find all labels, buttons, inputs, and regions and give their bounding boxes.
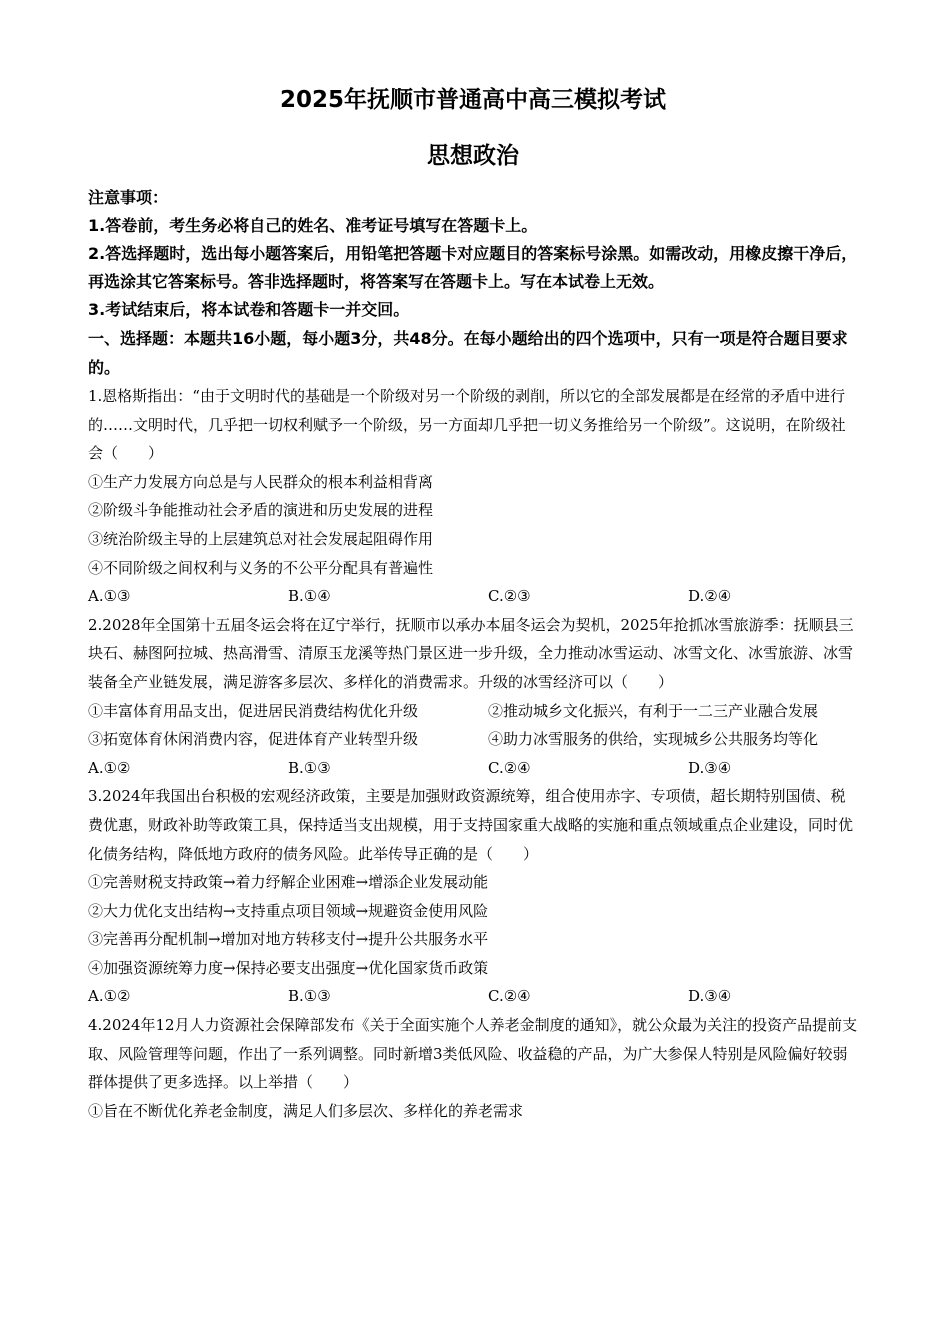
choice-b: B.①④ — [288, 587, 331, 606]
choice-a: A.①② — [88, 758, 131, 777]
choice-a: A.①② — [88, 987, 131, 1006]
answer-choices — [88, 982, 858, 1011]
question-stem: 1.恩格斯指出：“由于文明时代的基础是一个阶级对另一个阶级的剥削，所以它的全部发展都是在经常的矛盾中进行的……文明时代，几乎把一切权利赋予一个阶级，另一方面却几乎把一切义务推给另一个阶级”。这说明，在阶级社会（ ） — [88, 387, 846, 463]
statement: ③统治阶级主导的上层建筑总对社会发展起阻碍作用 — [88, 529, 434, 548]
notice-item-3: 3.考试结束后，将本试卷和答题卡一并交回。 — [88, 300, 410, 319]
choice-b: B.①③ — [288, 758, 331, 777]
statement: ④不同阶级之间权利与义务的不公平分配具有普遍性 — [88, 558, 434, 577]
statement: ④加强资源统筹力度→保持必要支出强度→优化国家货币政策 — [88, 958, 489, 977]
question-1 — [88, 382, 858, 611]
statement: ③完善再分配机制→增加对地方转移支付→提升公共服务水平 — [88, 930, 489, 949]
notice-block — [88, 184, 858, 324]
choice-a: A.①③ — [88, 587, 131, 606]
statement: ③拓宽体育休闲消费内容，促进体育产业转型升级 — [88, 730, 419, 749]
question-2 — [88, 611, 858, 783]
answer-choices — [88, 754, 858, 783]
statement: ②大力优化支出结构→支持重点项目领域→规避资金使用风险 — [88, 901, 489, 920]
notice-item-2: 2.答选择题时，选出每小题答案后，用铅笔把答题卡对应题目的答案标号涂黑。如需改动，用橡皮擦干净后，再选涂其它答案标号。答非选择题时，将答案写在答题卡上。写在本试卷上无效。 — [88, 244, 858, 291]
subject-title: 思想政治 — [427, 143, 519, 169]
choice-d: D.③④ — [688, 987, 732, 1006]
question-4 — [88, 1011, 858, 1125]
statement: ①完善财税支持政策→着力纾解企业困难→增添企业发展动能 — [88, 873, 489, 892]
choice-d: D.③④ — [688, 758, 732, 777]
statement: ①旨在不断优化养老金制度，满足人们多层次、多样化的养老需求 — [88, 1101, 524, 1120]
statement-grid — [88, 697, 858, 754]
choice-c: C.②④ — [488, 758, 531, 777]
statement: ②阶级斗争能推动社会矛盾的演进和历史发展的进程 — [88, 501, 434, 520]
notice-item-1: 1.答卷前，考生务必将自己的姓名、准考证号填写在答题卡上。 — [88, 216, 538, 235]
statement: ④助力冰雪服务的供给，实现城乡公共服务均等化 — [488, 730, 819, 749]
notice-heading: 注意事项： — [88, 188, 169, 207]
question-3 — [88, 782, 858, 1011]
answer-choices — [88, 582, 858, 611]
choice-c: C.②④ — [488, 987, 531, 1006]
choice-b: B.①③ — [288, 987, 331, 1006]
choice-c: C.②③ — [488, 587, 531, 606]
choice-d: D.②④ — [688, 587, 732, 606]
question-stem: 4.2024年12月人力资源社会保障部发布《关于全面实施个人养老金制度的通知》，就公众最为关注的投资产品提前支取、风险管理等问题，作出了一系列调整。同时新增3类低风险、收益稳的产品，为广大参保人特别是风险偏好较弱群体提供了更多选择。以上举措（ ） — [88, 1016, 858, 1092]
statement: ①丰富体育用品支出，促进居民消费结构优化升级 — [88, 701, 419, 720]
question-stem: 2.2028年全国第十五届冬运会将在辽宁举行，抚顺市以承办本届冬运会为契机，2025年抢抓冰雪旅游季：抚顺县三块石、赫图阿拉城、热高滑雪、清原玉龙溪等热门景区进一步升级，全力推动冰雪运动、冰雪文化、冰雪旅游、冰雪装备全产业链发展，满足游客多层次、多样化的消费需求。升级的冰雪经济可以（ ） — [88, 615, 854, 691]
exam-title: 2025年抚顺市普通高中高三模拟考试 — [279, 87, 666, 113]
question-stem: 3.2024年我国出台积极的宏观经济政策，主要是加强财政资源统筹，组合使用赤字、专项债，超长期特别国债、税费优惠，财政补助等政策工具，保持适当支出规模，用于支持国家重大战略的实施和重点领域重点企业建设，同时优化债务结构，降低地方政府的债务风险。此举传导正确的是（ ） — [88, 787, 854, 863]
section-title: 一、选择题：本题共16小题，每小题3分，共48分。在每小题给出的四个选项中，只有一项是符合题目要求的。 — [88, 329, 848, 377]
statement: ②推动城乡文化振兴，有利于一二三产业融合发展 — [488, 701, 819, 720]
statement: ①生产力发展方向总是与人民群众的根本利益相背离 — [88, 472, 434, 491]
